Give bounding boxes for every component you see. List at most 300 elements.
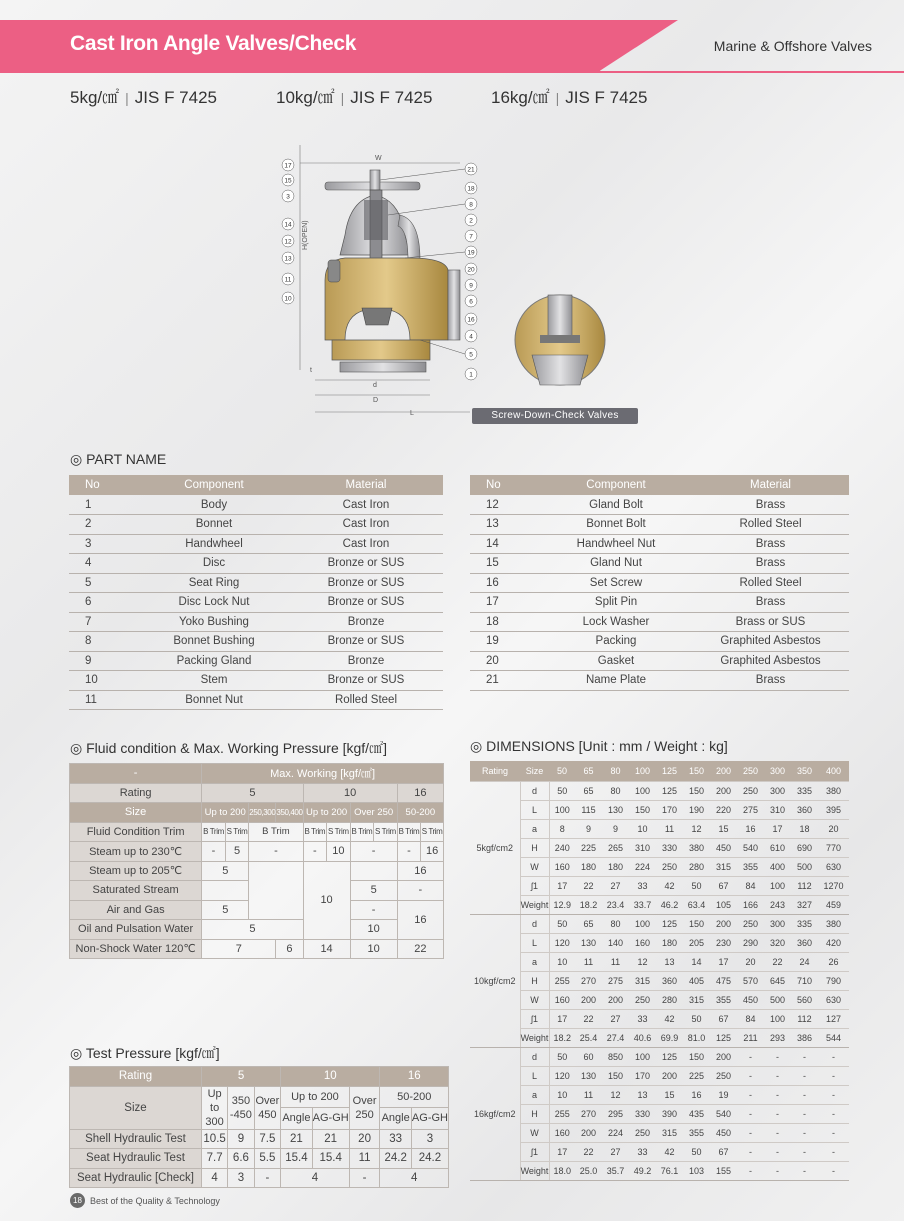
fluid-row-steam205 (70, 861, 444, 881)
part-no: 17 (470, 593, 540, 613)
part-material: Brass (692, 495, 849, 515)
part-row (69, 612, 443, 632)
trim-s: S Trim (374, 822, 398, 842)
test-rating-label: Rating (70, 1067, 202, 1087)
part-material: Brass or SUS (692, 612, 849, 632)
page-subtitle: Marine & Offshore Valves (713, 38, 872, 54)
dimensions-cell: 46.2 (656, 895, 683, 914)
dimensions-cell: 115 (575, 800, 602, 819)
dimensions-cell: 42 (656, 1142, 683, 1161)
test-cell: 21 (281, 1129, 312, 1149)
test-row-label: Seat Hydraulic Test (70, 1149, 202, 1169)
part-material: Cast Iron (289, 515, 443, 535)
page-title: Cast Iron Angle Valves/Check (70, 32, 357, 55)
callout-8: 8 (469, 201, 473, 209)
dimensions-cell: 22 (575, 1142, 602, 1161)
dimensions-cell: 450 (710, 838, 737, 857)
part-component: Handwheel (139, 534, 289, 554)
dimensions-cell: 13 (656, 952, 683, 971)
fluid-cell: 16 (421, 842, 444, 862)
part-no: 2 (69, 515, 139, 535)
dimensions-cell: 22 (764, 952, 791, 971)
dimensions-param: L (520, 800, 549, 819)
dimensions-param: Weight (520, 1161, 549, 1180)
dimensions-cell: - (764, 1104, 791, 1123)
dimensions-param: Weight (520, 1028, 549, 1047)
dimensions-param: d (520, 1047, 549, 1066)
dimensions-cell: 300 (764, 914, 791, 933)
dimensions-cell: 27 (602, 1142, 629, 1161)
callout-3: 3 (286, 193, 290, 201)
dimensions-cell: 500 (764, 990, 791, 1009)
dimensions-cell: 450 (737, 990, 764, 1009)
dimensions-header-cell: 125 (656, 761, 683, 781)
dimensions-cell: 270 (575, 971, 602, 990)
dimensions-cell: 645 (764, 971, 791, 990)
test-size-50-200: 50-200 (380, 1086, 449, 1108)
dimensions-cell: 540 (737, 838, 764, 857)
test-cell: 11 (349, 1149, 380, 1169)
dimensions-cell: 25.0 (575, 1161, 602, 1180)
dimensions-cell: 240 (549, 838, 575, 857)
dimensions-row (470, 838, 849, 857)
fluid-size-upto200: Up to 200 (202, 803, 249, 823)
fluid-rating-10: 10 (303, 783, 397, 803)
dimensions-cell: 42 (656, 1009, 683, 1028)
dimensions-cell: 120 (549, 933, 575, 952)
fluid-empty-cell (202, 881, 249, 901)
dimensions-cell: 80 (602, 781, 629, 800)
fluid-cell: 5 (202, 861, 249, 881)
dimensions-cell: 15 (656, 1085, 683, 1104)
part-table-right-header (470, 475, 849, 495)
dimensions-cell: 850 (602, 1047, 629, 1066)
col-no: No (69, 475, 139, 495)
dimensions-cell: 160 (549, 990, 575, 1009)
dimensions-header-cell: 50 (549, 761, 575, 781)
dimensions-cell: 330 (656, 838, 683, 857)
callout-16: 16 (467, 316, 475, 324)
part-component: Body (139, 495, 289, 515)
test-size-over450: Over 450 (254, 1086, 281, 1129)
part-no: 3 (69, 534, 139, 554)
dimensions-row (470, 1066, 849, 1085)
dimensions-cell: 380 (818, 781, 849, 800)
dimensions-cell: 112 (791, 1009, 818, 1028)
test-cell: - (349, 1168, 380, 1188)
part-no: 16 (470, 573, 540, 593)
fluid-cell: 14 (303, 939, 350, 959)
fluid-trim-label: Fluid Condition Trim (70, 822, 202, 842)
part-material: Bronze (289, 612, 443, 632)
test-cell: 15.4 (281, 1149, 312, 1169)
test-size-over250: Over 250 (349, 1086, 380, 1129)
dimensions-cell: 100 (764, 1009, 791, 1028)
dimensions-cell: 610 (764, 838, 791, 857)
col-component: Component (540, 475, 692, 495)
standard-10: 10kg/㎠ | JIS F 7425 (276, 88, 433, 107)
fluid-cell: - (397, 842, 421, 862)
dimensions-cell: 200 (602, 990, 629, 1009)
dimensions-cell: 65 (575, 914, 602, 933)
part-material: Bronze or SUS (289, 671, 443, 691)
dimensions-cell: 360 (656, 971, 683, 990)
fluid-cell: 22 (397, 939, 443, 959)
dimensions-cell: 250 (656, 857, 683, 876)
part-row (470, 593, 849, 613)
part-component: Disc (139, 554, 289, 574)
dimensions-cell: 200 (575, 990, 602, 1009)
dimensions-cell: 310 (764, 800, 791, 819)
test-cell: 4 (380, 1168, 449, 1188)
dimensions-cell: 10 (549, 952, 575, 971)
dimensions-cell: 27 (602, 1009, 629, 1028)
dimensions-cell: 630 (818, 857, 849, 876)
dimensions-cell: 12 (683, 819, 710, 838)
dimensions-cell: 224 (602, 1123, 629, 1142)
trim-b: B Trim (303, 822, 327, 842)
part-no: 5 (69, 573, 139, 593)
dimensions-cell: 24 (791, 952, 818, 971)
dimensions-cell: 420 (818, 933, 849, 952)
dimensions-cell: 18.2 (575, 895, 602, 914)
dimensions-cell: 50 (683, 876, 710, 895)
dimensions-cell: 630 (818, 990, 849, 1009)
part-component: Set Screw (540, 573, 692, 593)
fluid-size-250-300: 250,300 (249, 803, 276, 823)
part-table-left-header (69, 475, 443, 495)
part-component: Yoko Bushing (139, 612, 289, 632)
dimensions-cell: 100 (764, 876, 791, 895)
dimensions-row (470, 1123, 849, 1142)
part-no: 15 (470, 554, 540, 574)
dimensions-cell: 255 (549, 971, 575, 990)
test-row-check (70, 1168, 449, 1188)
dimensions-param: a (520, 819, 549, 838)
callout-20: 20 (467, 266, 475, 274)
dimensions-header-cell: Size (520, 761, 549, 781)
dimensions-cell: 200 (710, 914, 737, 933)
dimensions-cell: 315 (683, 990, 710, 1009)
dimensions-cell: 540 (710, 1104, 737, 1123)
fluid-rating-5: 5 (202, 783, 303, 803)
dimensions-title: ◎ DIMENSIONS [Unit : mm / Weight : kg] (470, 738, 728, 754)
part-component: Gland Nut (540, 554, 692, 574)
part-component: Bonnet Bushing (139, 632, 289, 652)
fluid-row-label: Steam up to 230℃ (70, 842, 202, 862)
dimensions-cell: 23.4 (602, 895, 629, 914)
part-no: 12 (470, 495, 540, 515)
dimensions-cell: 250 (710, 1066, 737, 1085)
part-name-title: ◎ PART NAME (70, 451, 167, 467)
dimensions-cell: 230 (710, 933, 737, 952)
test-pressure-title: ◎ Test Pressure [kgf/㎠] (70, 1045, 220, 1061)
dimensions-cell: 84 (737, 1009, 764, 1028)
fluid-row-label: Air and Gas (70, 900, 202, 920)
dimensions-cell: 250 (737, 914, 764, 933)
dimensions-cell: - (791, 1047, 818, 1066)
dimensions-row (470, 895, 849, 914)
part-material: Brass (692, 554, 849, 574)
dimensions-cell: 380 (683, 838, 710, 857)
valve-cross-section-diagram (270, 140, 650, 430)
dimensions-cell: 67 (710, 1009, 737, 1028)
dimensions-row (470, 1028, 849, 1047)
dimensions-cell: 12 (602, 1085, 629, 1104)
dimensions-cell: 380 (818, 914, 849, 933)
dimensions-cell: 10 (629, 819, 656, 838)
part-row (69, 534, 443, 554)
fluid-cell: 5 (225, 842, 249, 862)
dim-t-label: t (310, 367, 312, 374)
dimensions-row (470, 857, 849, 876)
fluid-cell: 16 (397, 900, 443, 939)
test-cell: 3 (411, 1129, 448, 1149)
dimensions-cell: 200 (710, 781, 737, 800)
fluid-cell: 6 (276, 939, 303, 959)
dimensions-row (470, 800, 849, 819)
dimensions-cell: 63.4 (683, 895, 710, 914)
dimensions-cell: 125 (656, 1047, 683, 1066)
dimensions-cell: 400 (764, 857, 791, 876)
dimensions-cell: 770 (818, 838, 849, 857)
dimensions-cell: - (737, 1047, 764, 1066)
dimensions-cell: 100 (629, 781, 656, 800)
dimensions-cell: 33.7 (629, 895, 656, 914)
dimensions-cell: - (737, 1104, 764, 1123)
part-row (470, 632, 849, 652)
test-cell: 24.2 (411, 1149, 448, 1169)
part-component: Packing (540, 632, 692, 652)
dimensions-cell: 255 (549, 1104, 575, 1123)
dimensions-cell: - (818, 1161, 849, 1180)
fluid-cell: 5 (202, 900, 249, 920)
trim-s: S Trim (225, 822, 249, 842)
part-component: Handwheel Nut (540, 534, 692, 554)
part-component: Name Plate (540, 671, 692, 691)
part-material: Graphited Asbestos (692, 632, 849, 652)
dimensions-cell: 150 (629, 800, 656, 819)
part-material: Bronze or SUS (289, 632, 443, 652)
fluid-size-350-400: 350,400 (276, 803, 303, 823)
dimensions-param: Weight (520, 895, 549, 914)
test-row (70, 1149, 449, 1169)
dimensions-cell: 205 (683, 933, 710, 952)
dimensions-row (470, 1142, 849, 1161)
dimensions-cell: 560 (791, 990, 818, 1009)
dimensions-cell: 160 (629, 933, 656, 952)
test-size-angle: Angle (281, 1108, 312, 1130)
part-component: Seat Ring (139, 573, 289, 593)
part-material: Rolled Steel (692, 515, 849, 535)
dimensions-cell: 180 (575, 857, 602, 876)
callout-9: 9 (469, 282, 473, 290)
dim-L-label: L (410, 410, 414, 417)
dimensions-param: H (520, 971, 549, 990)
dimensions-cell: 150 (683, 1047, 710, 1066)
dimensions-cell: - (818, 1104, 849, 1123)
dimensions-cell: 315 (656, 1123, 683, 1142)
fluid-cell: - (303, 842, 327, 862)
dimensions-cell: 225 (683, 1066, 710, 1085)
dimensions-row (470, 781, 849, 800)
dimensions-cell: 360 (791, 933, 818, 952)
dimensions-cell: 76.1 (656, 1161, 683, 1180)
trim-b: B Trim (202, 822, 226, 842)
dimensions-cell: 220 (710, 800, 737, 819)
dimensions-cell: 50 (683, 1009, 710, 1028)
part-component: Split Pin (540, 593, 692, 613)
test-cell: 15.4 (312, 1149, 349, 1169)
part-component: Bonnet Bolt (540, 515, 692, 535)
part-table-right (470, 475, 849, 691)
part-material: Bronze or SUS (289, 593, 443, 613)
dimensions-row (470, 1085, 849, 1104)
dimensions-cell: 81.0 (683, 1028, 710, 1047)
dimensions-cell: - (791, 1066, 818, 1085)
dimensions-cell: 15 (710, 819, 737, 838)
test-row (70, 1129, 449, 1149)
callout-5: 5 (469, 351, 473, 359)
dimensions-cell: 265 (602, 838, 629, 857)
test-pressure-table (69, 1066, 449, 1188)
fluid-row-oil (70, 920, 444, 940)
dimensions-cell: - (791, 1123, 818, 1142)
dimensions-cell: 125 (656, 914, 683, 933)
dimensions-cell: 280 (656, 990, 683, 1009)
dimensions-cell: 224 (629, 857, 656, 876)
dimensions-cell: 112 (791, 876, 818, 895)
dimensions-cell: 355 (683, 1123, 710, 1142)
dimensions-cell: 166 (737, 895, 764, 914)
trim-b: B Trim (397, 822, 421, 842)
fluid-size-10-upto200: Up to 200 (303, 803, 350, 823)
dimensions-row (470, 952, 849, 971)
dimensions-cell: 8 (549, 819, 575, 838)
dimensions-cell: 170 (629, 1066, 656, 1085)
part-component: Bonnet (139, 515, 289, 535)
part-no: 20 (470, 651, 540, 671)
dimensions-cell: 295 (602, 1104, 629, 1123)
dimensions-cell: - (818, 1066, 849, 1085)
test-rating-5: 5 (201, 1067, 280, 1087)
dimensions-cell: 1270 (818, 876, 849, 895)
dimensions-cell: 18.2 (549, 1028, 575, 1047)
dimensions-cell: 65 (575, 781, 602, 800)
dimensions-cell: 50 (549, 781, 575, 800)
dimensions-cell: 12 (629, 952, 656, 971)
test-cell: 21 (312, 1129, 349, 1149)
dimensions-table (470, 761, 849, 1181)
dimensions-cell: 14 (683, 952, 710, 971)
dimensions-cell: 450 (710, 1123, 737, 1142)
part-no: 21 (470, 671, 540, 691)
dimensions-cell: 275 (737, 800, 764, 819)
callout-4: 4 (469, 333, 473, 341)
fluid-cell: - (350, 842, 397, 862)
dimensions-cell: 17 (710, 952, 737, 971)
dimensions-param: ʃ1 (520, 876, 549, 895)
dimensions-cell: 27.4 (602, 1028, 629, 1047)
dimensions-cell: 390 (656, 1104, 683, 1123)
part-row (470, 671, 849, 691)
callout-10: 10 (284, 295, 292, 303)
test-size-ag-gh: AG-GH (312, 1108, 349, 1130)
dimensions-cell: 130 (602, 800, 629, 819)
dimensions-cell: 335 (791, 781, 818, 800)
callout-12: 12 (284, 238, 292, 246)
dimensions-cell: 18.0 (549, 1161, 575, 1180)
dimensions-cell: 310 (629, 838, 656, 857)
dimensions-cell: 290 (737, 933, 764, 952)
dimensions-cell: 33 (629, 876, 656, 895)
dimensions-cell: 330 (629, 1104, 656, 1123)
dimensions-cell: 84 (737, 876, 764, 895)
fluid-row-label: Oil and Pulsation Water (70, 920, 202, 940)
test-size-label: Size (70, 1086, 202, 1129)
trim-b: B Trim (249, 822, 303, 842)
dimensions-cell: 275 (602, 971, 629, 990)
footer-text: Best of the Quality & Technology (90, 1195, 220, 1206)
dimensions-cell: 475 (710, 971, 737, 990)
part-row (470, 515, 849, 535)
dimensions-cell: 130 (575, 1066, 602, 1085)
dimensions-cell: 11 (656, 819, 683, 838)
dimensions-header-cell: 150 (683, 761, 710, 781)
fluid-cell: - (202, 842, 226, 862)
fluid-cell: 7 (202, 939, 276, 959)
dimensions-cell: - (764, 1123, 791, 1142)
part-component: Gland Bolt (540, 495, 692, 515)
dimensions-header-cell: 250 (737, 761, 764, 781)
dimensions-param: H (520, 838, 549, 857)
dimensions-cell: 335 (791, 914, 818, 933)
banner-diagonal (598, 20, 678, 72)
fluid-condition-title: ◎ Fluid condition & Max. Working Pressure [kgf/㎠] (70, 740, 387, 756)
dimensions-header-cell: 400 (818, 761, 849, 781)
dimensions-cell: 125 (656, 781, 683, 800)
test-rating-10: 10 (281, 1067, 380, 1087)
dimensions-cell: 130 (575, 933, 602, 952)
page-footer (70, 1193, 220, 1208)
dimensions-cell: 11 (575, 1085, 602, 1104)
dimensions-cell: 544 (818, 1028, 849, 1047)
part-no: 8 (69, 632, 139, 652)
test-cell: - (254, 1168, 281, 1188)
dimensions-row (470, 819, 849, 838)
dimensions-cell: - (818, 1142, 849, 1161)
test-size-350-450: 350 -450 (228, 1086, 254, 1129)
dimensions-cell: 100 (549, 800, 575, 819)
fluid-max-working: Max. Working [kgf/㎠] (202, 764, 444, 784)
dimensions-cell: 16 (737, 819, 764, 838)
fluid-cell: 10 (327, 842, 351, 862)
dimensions-cell: 386 (791, 1028, 818, 1047)
part-material: Rolled Steel (289, 690, 443, 710)
dimensions-cell: 125 (710, 1028, 737, 1047)
part-table-left (69, 475, 443, 710)
dimensions-cell: 155 (710, 1161, 737, 1180)
dimensions-cell: 9 (602, 819, 629, 838)
dimensions-cell: 180 (602, 857, 629, 876)
dimensions-header-cell: 80 (602, 761, 629, 781)
test-cell: 4 (201, 1168, 227, 1188)
dimensions-cell: 293 (764, 1028, 791, 1047)
dimensions-cell: - (764, 1066, 791, 1085)
dimensions-rating: 5kgf/cm2 (470, 781, 520, 914)
dimensions-cell: 42 (656, 876, 683, 895)
part-material: Brass (692, 534, 849, 554)
